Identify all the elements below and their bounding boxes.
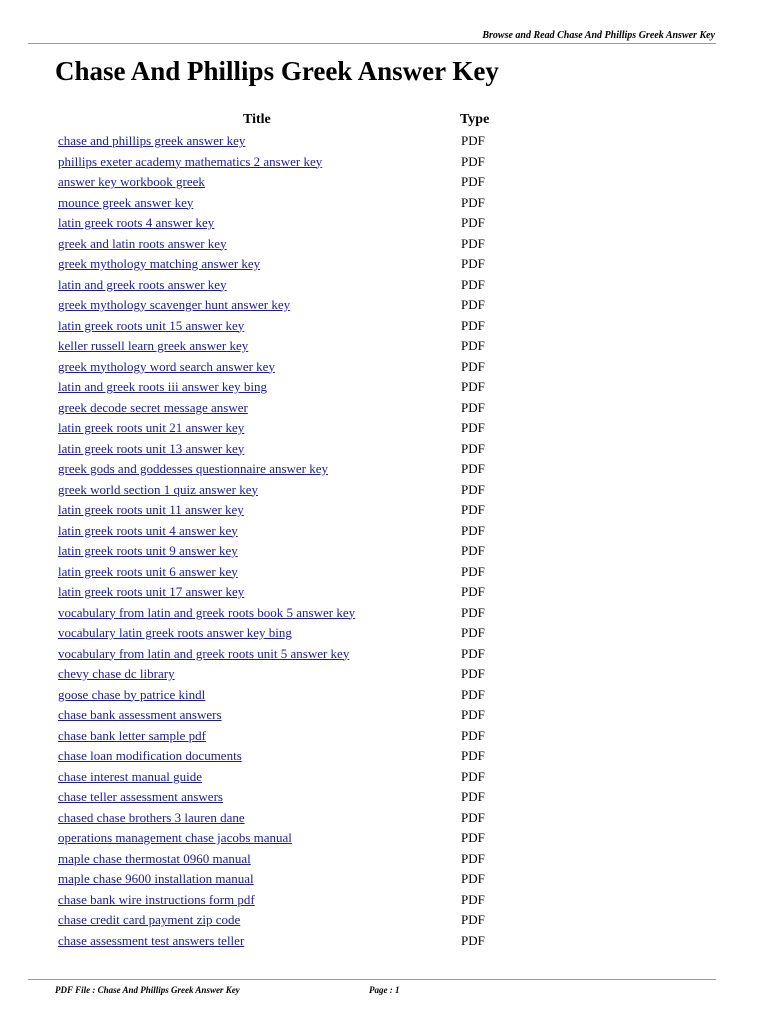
document-type: PDF <box>461 235 485 251</box>
document-type: PDF <box>461 850 485 866</box>
header-divider <box>28 43 716 44</box>
document-link[interactable]: greek decode secret message answer <box>58 399 248 415</box>
document-link[interactable]: greek gods and goddesses questionnaire answer key <box>58 461 329 476</box>
document-type: PDF <box>461 912 485 927</box>
document-link[interactable]: greek mythology word search answer key <box>58 358 275 374</box>
document-row <box>0 193 770 214</box>
document-link[interactable]: chase interest manual guide <box>58 768 203 784</box>
document-type: PDF <box>461 399 485 415</box>
document-link[interactable]: latin greek roots 4 answer key <box>58 215 215 230</box>
document-type: PDF <box>461 338 485 353</box>
document-row <box>0 705 770 726</box>
document-link[interactable]: latin and greek roots iii answer key bing <box>58 379 268 394</box>
document-row <box>0 910 770 931</box>
document-type: PDF <box>461 215 485 230</box>
document-type: PDF <box>461 461 485 476</box>
document-row <box>0 234 770 255</box>
document-type: PDF <box>461 276 485 292</box>
document-type: PDF <box>461 440 485 456</box>
document-row <box>0 357 770 378</box>
document-type: PDF <box>461 789 485 804</box>
document-row <box>0 644 770 665</box>
document-link[interactable]: latin greek roots unit 21 answer key <box>58 420 245 435</box>
document-link[interactable]: chased chase brothers 3 lauren dane <box>58 809 245 825</box>
document-link[interactable]: latin greek roots unit 11 answer key <box>58 502 244 517</box>
document-row <box>0 152 770 173</box>
document-row <box>0 172 770 193</box>
document-link[interactable]: latin greek roots unit 9 answer key <box>58 543 238 558</box>
document-row <box>0 808 770 829</box>
document-type: PDF <box>461 317 485 333</box>
document-row <box>0 316 770 337</box>
document-row <box>0 336 770 357</box>
document-row <box>0 849 770 870</box>
document-type: PDF <box>461 297 485 312</box>
document-row <box>0 582 770 603</box>
document-row <box>0 254 770 275</box>
document-link[interactable]: vocabulary latin greek roots answer key bing <box>58 625 292 640</box>
document-row <box>0 787 770 808</box>
document-link[interactable]: chase and phillips greek answer key <box>58 133 246 148</box>
document-type: PDF <box>461 686 485 702</box>
document-row <box>0 521 770 542</box>
document-type: PDF <box>461 481 485 497</box>
document-link[interactable]: chevy chase dc library <box>58 666 175 681</box>
document-link[interactable]: latin greek roots unit 6 answer key <box>58 563 238 579</box>
document-type: PDF <box>461 809 485 825</box>
document-link[interactable]: phillips exeter academy mathematics 2 answer key <box>58 153 323 169</box>
document-row <box>0 131 770 152</box>
document-type: PDF <box>461 748 485 763</box>
document-type: PDF <box>461 871 485 886</box>
document-row <box>0 664 770 685</box>
document-row <box>0 275 770 296</box>
document-row <box>0 828 770 849</box>
document-type: PDF <box>461 727 485 743</box>
document-row <box>0 746 770 767</box>
document-row <box>0 541 770 562</box>
document-link[interactable]: vocabulary from latin and greek roots book 5 answer key <box>58 604 356 620</box>
document-type: PDF <box>461 420 485 435</box>
document-row <box>0 439 770 460</box>
document-link[interactable]: operations management chase jacobs manual <box>58 830 292 845</box>
document-type: PDF <box>461 891 485 907</box>
document-type: PDF <box>461 625 485 640</box>
document-type: PDF <box>461 358 485 374</box>
document-link[interactable]: chase loan modification documents <box>58 748 242 763</box>
document-link[interactable]: vocabulary from latin and greek roots unit 5 answer key <box>58 645 350 661</box>
document-link[interactable]: answer key workbook greek <box>58 174 205 189</box>
document-type: PDF <box>461 133 485 148</box>
document-row <box>0 685 770 706</box>
document-row <box>0 295 770 316</box>
document-row <box>0 213 770 234</box>
document-type: PDF <box>461 502 485 517</box>
document-type: PDF <box>461 666 485 681</box>
document-row <box>0 931 770 952</box>
document-row <box>0 418 770 439</box>
document-row <box>0 562 770 583</box>
document-link[interactable]: maple chase thermostat 0960 manual <box>58 850 251 866</box>
document-type: PDF <box>461 194 485 210</box>
document-row <box>0 603 770 624</box>
document-row <box>0 767 770 788</box>
document-row <box>0 377 770 398</box>
running-header: Browse and Read Chase And Phillips Greek Answer Key <box>482 30 715 41</box>
footer-divider <box>28 979 716 980</box>
document-link[interactable]: mounce greek answer key <box>58 194 194 210</box>
footer-file-label: PDF File : Chase And Phillips Greek Answer Key <box>55 985 240 995</box>
document-row <box>0 726 770 747</box>
document-type: PDF <box>461 768 485 784</box>
column-header-title: Title <box>243 112 271 127</box>
document-link[interactable]: latin greek roots unit 4 answer key <box>58 522 238 538</box>
document-link[interactable]: chase credit card payment zip code <box>58 912 241 927</box>
document-row <box>0 890 770 911</box>
document-type: PDF <box>461 932 485 948</box>
column-header-type: Type <box>460 112 490 127</box>
document-link[interactable]: latin greek roots unit 17 answer key <box>58 584 245 599</box>
document-link[interactable]: greek mythology matching answer key <box>58 256 261 271</box>
document-link[interactable]: keller russell learn greek answer key <box>58 338 249 353</box>
document-link[interactable]: latin and greek roots answer key <box>58 276 227 292</box>
document-link[interactable]: chase bank assessment answers <box>58 707 222 722</box>
document-row <box>0 869 770 890</box>
document-type: PDF <box>461 830 485 845</box>
document-link[interactable]: chase bank wire instructions form pdf <box>58 891 255 907</box>
document-link[interactable]: latin greek roots unit 13 answer key <box>58 440 245 456</box>
document-type: PDF <box>461 379 485 394</box>
document-row <box>0 623 770 644</box>
document-list <box>0 131 770 951</box>
document-link[interactable]: latin greek roots unit 15 answer key <box>58 317 245 333</box>
document-link[interactable]: greek and latin roots answer key <box>58 235 227 251</box>
document-row <box>0 500 770 521</box>
document-type: PDF <box>461 522 485 538</box>
document-row <box>0 398 770 419</box>
document-type: PDF <box>461 707 485 722</box>
document-row <box>0 480 770 501</box>
document-link[interactable]: greek mythology scavenger hunt answer key <box>58 297 291 312</box>
document-type: PDF <box>461 153 485 169</box>
document-type: PDF <box>461 604 485 620</box>
document-link[interactable]: chase bank letter sample pdf <box>58 727 206 743</box>
document-type: PDF <box>461 256 485 271</box>
document-type: PDF <box>461 563 485 579</box>
document-link[interactable]: goose chase by patrice kindl <box>58 686 206 702</box>
document-link[interactable]: chase assessment test answers teller <box>58 932 245 948</box>
document-row <box>0 459 770 480</box>
document-type: PDF <box>461 645 485 661</box>
document-link[interactable]: chase teller assessment answers <box>58 789 223 804</box>
document-link[interactable]: greek world section 1 quiz answer key <box>58 481 258 497</box>
document-type: PDF <box>461 174 485 189</box>
document-type: PDF <box>461 584 485 599</box>
document-type: PDF <box>461 543 485 558</box>
footer-page-number: Page : 1 <box>369 985 400 995</box>
document-title: Chase And Phillips Greek Answer Key <box>55 56 499 86</box>
document-link[interactable]: maple chase 9600 installation manual <box>58 871 254 886</box>
